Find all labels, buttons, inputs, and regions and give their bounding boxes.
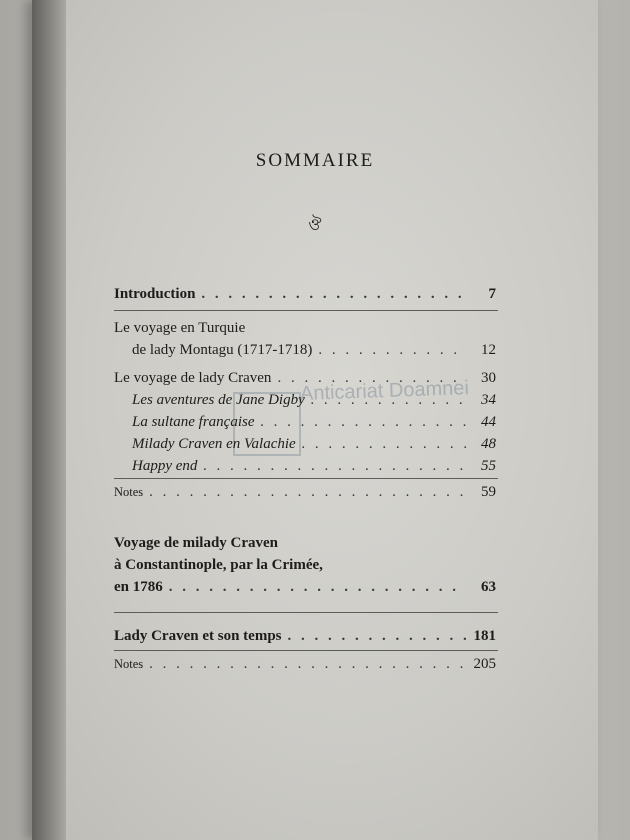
toc-label: Notes: [114, 485, 144, 499]
toc-leader: [288, 628, 467, 645]
toc-divider: [114, 478, 498, 479]
toc-entry-turquie-line1: Le voyage en Turquie: [114, 320, 246, 336]
toc-divider: [114, 650, 498, 651]
watermark-text: Anticariat Doamnei: [299, 377, 470, 405]
toc-entry-happy: [132, 458, 496, 475]
toc-divider: [114, 310, 498, 311]
toc-leader: [149, 484, 466, 501]
toc-leader: [302, 436, 466, 453]
toc-leader: [149, 656, 466, 673]
toc-entry-jane: [132, 392, 496, 409]
toc-entry-valachie: [132, 436, 496, 453]
toc-page-number: 181: [473, 628, 496, 644]
ornament-icon: ঔ: [308, 217, 322, 234]
toc-entry-voyage-line2: à Constantinople, par la Crimée,: [114, 557, 323, 573]
toc-label: de lady Montagu (1717-1718): [132, 342, 313, 358]
toc-entry-turquie: [132, 342, 496, 359]
toc-label: Introduction: [114, 286, 196, 302]
toc-leader: [201, 286, 466, 303]
toc-page-number: 7: [488, 286, 496, 302]
toc-entry-notes-1: [114, 484, 496, 501]
toc-page-number: 205: [473, 656, 496, 672]
toc-label: en 1786: [114, 579, 163, 595]
toc-label: Happy end: [132, 458, 198, 474]
toc-entry-voyage: [114, 579, 496, 596]
toc-page-number: 59: [481, 484, 496, 500]
toc-leader: [311, 392, 466, 409]
toc-entry-craven: [114, 370, 496, 387]
toc-page-number: 44: [481, 414, 496, 430]
toc-page-number: 55: [481, 458, 496, 474]
toc-page-number: 63: [481, 579, 496, 595]
toc-divider: [114, 612, 498, 613]
toc-leader: [203, 458, 466, 475]
toc-leader: [318, 342, 466, 359]
toc-label: Milady Craven en Valachie: [132, 436, 296, 452]
toc-label: Le voyage de lady Craven: [114, 370, 272, 386]
toc-entry-introduction: [114, 286, 496, 303]
toc-entry-notes-2: [114, 656, 496, 673]
toc-page-number: 30: [481, 370, 496, 386]
toc-leader: [169, 579, 466, 596]
toc-leader: [261, 414, 467, 431]
toc-label: Notes: [114, 657, 144, 671]
page-title: SOMMAIRE: [255, 150, 375, 171]
toc-label: Les aventures de Jane Digby: [132, 392, 305, 408]
toc-entry-sultane: [132, 414, 496, 431]
toc-entry-temps: [114, 628, 496, 645]
toc-page-number: 34: [481, 392, 496, 408]
toc-label: La sultane française: [132, 414, 255, 430]
toc-page-number: 12: [481, 342, 496, 358]
toc-leader: [277, 370, 466, 387]
toc-label: Lady Craven et son temps: [114, 628, 282, 644]
toc-page-number: 48: [481, 436, 496, 452]
toc-entry-voyage-line1: Voyage de milady Craven: [114, 535, 279, 551]
